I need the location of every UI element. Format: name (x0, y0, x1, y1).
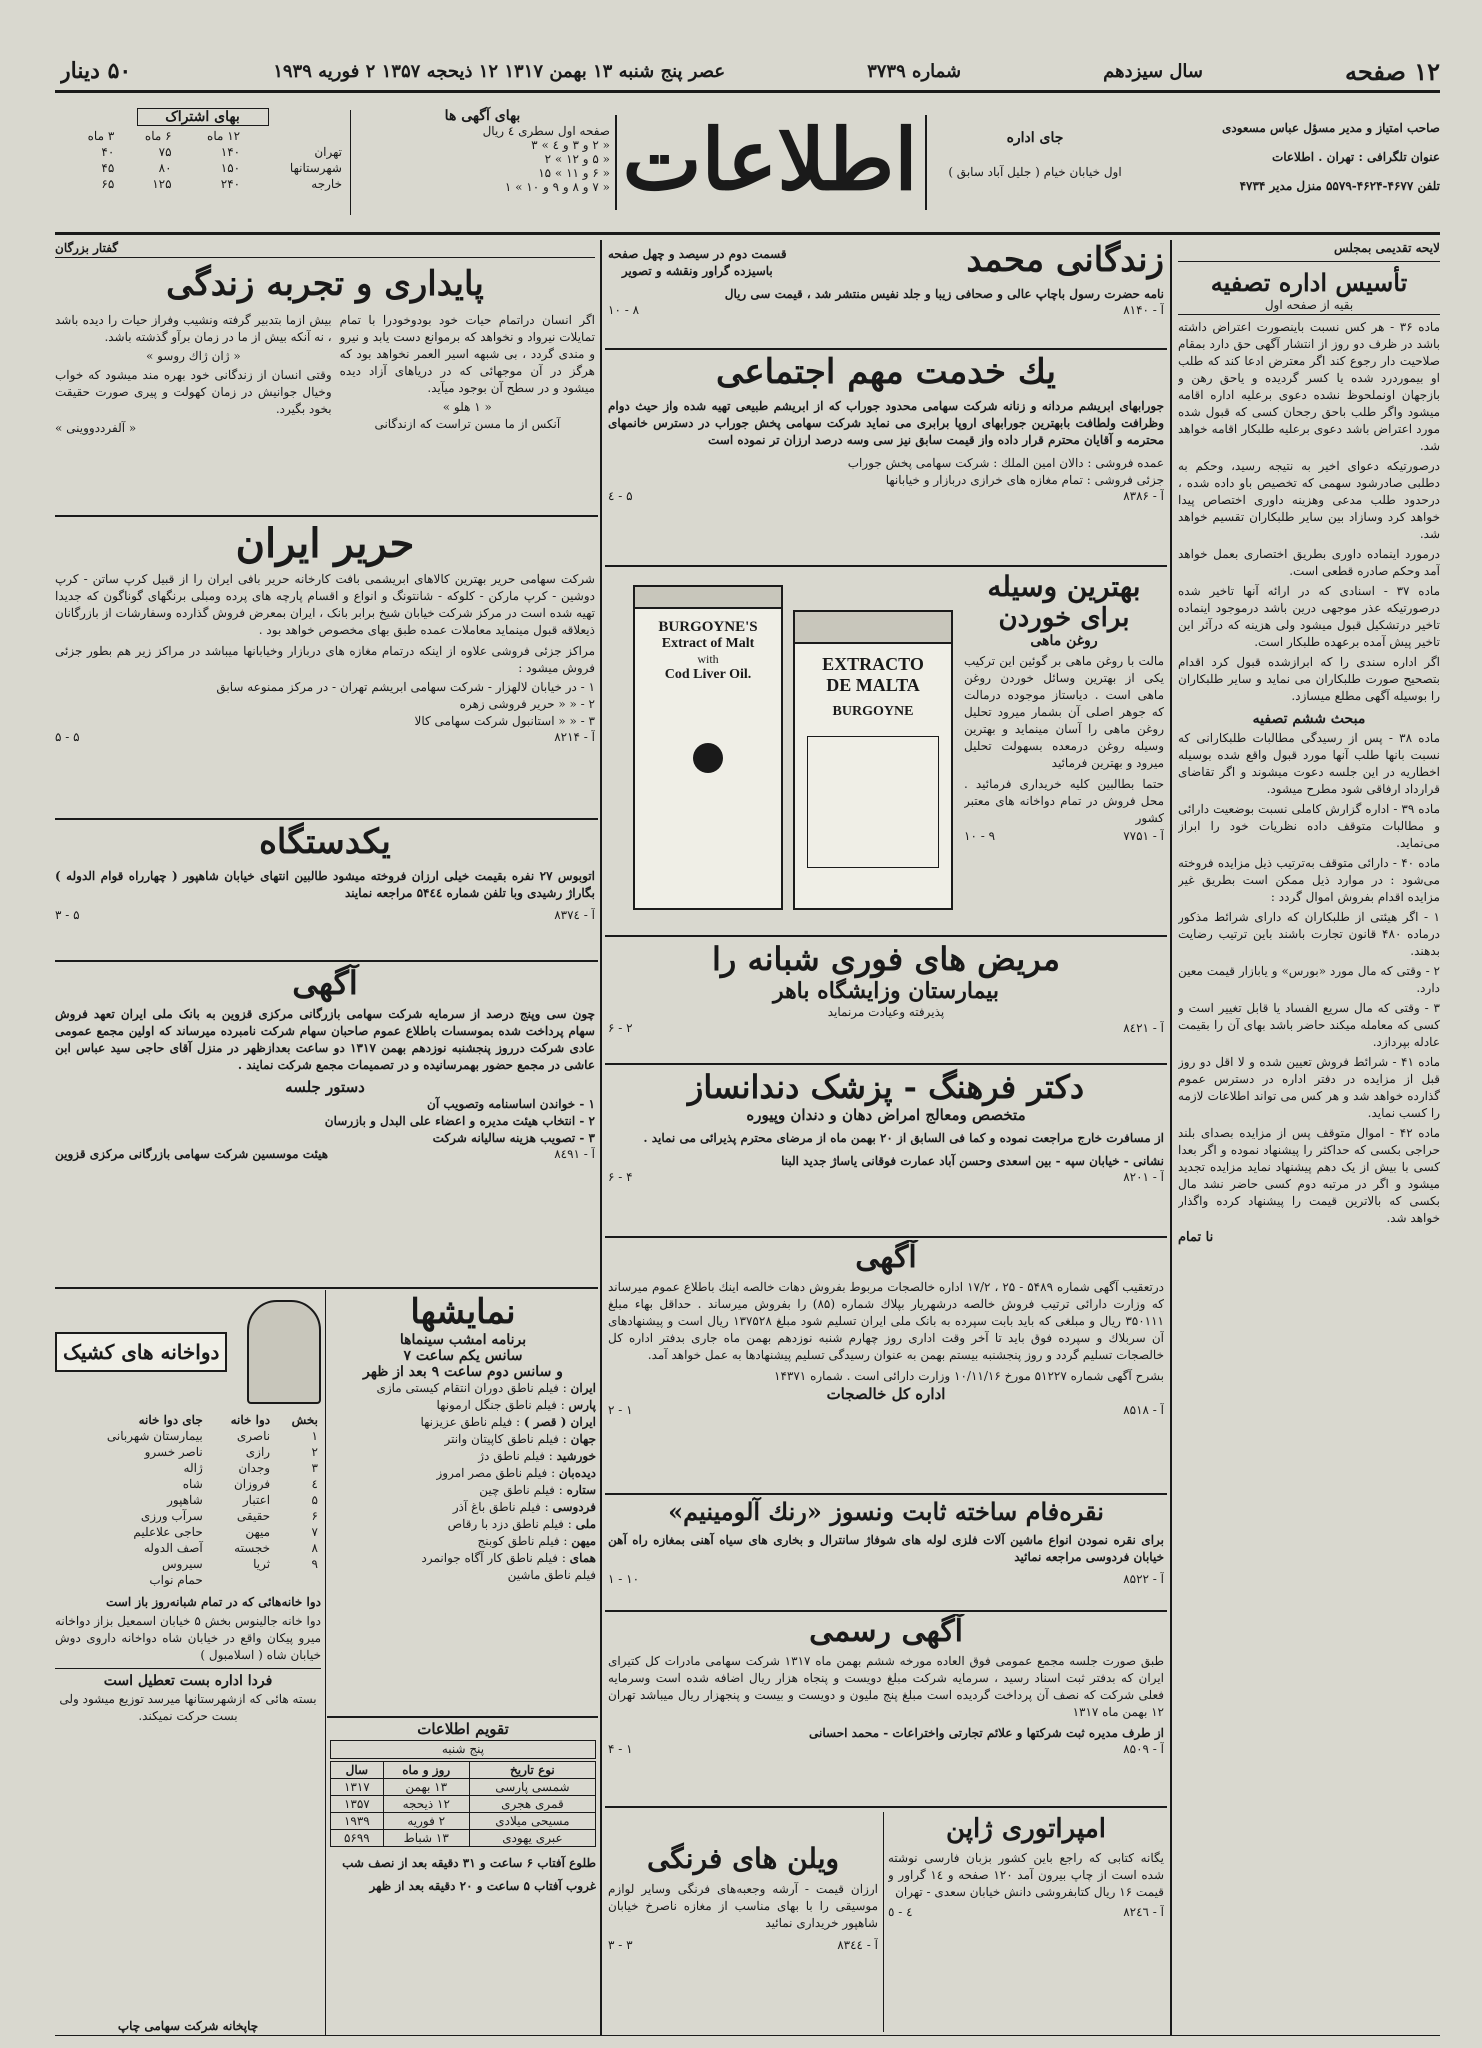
sub-cell: ۴۵ (101, 161, 115, 175)
year-label: سال سیزدهم (1103, 60, 1203, 82)
dentist-title: دکتر فرهنگ - پزشک دندانساز (687, 1068, 1085, 1106)
cinema-row: جهان : فیلم ناطق کاپیتان وانتر (444, 1432, 596, 1446)
cinema-row: خورشید : فیلم ناطق دژ (478, 1449, 596, 1463)
dentist-body: از مسافرت خارج مراجعت نموده و کما فی السابق از ۲۰ بهمن ماه از مرضای محترم پذیرائی می نماید . (643, 1131, 1164, 1145)
owner-line: صاحب امتیاز و مدیر مسؤل عباس مسعودی (1221, 121, 1440, 135)
cinema-row: فردوسی : فیلم ناطق باغ آذر (452, 1500, 596, 1514)
pharmacist-icon (247, 1300, 321, 1404)
social-service-title: یك خدمت مهم اجتماعی (716, 352, 1056, 392)
sub-cell: خارجه (311, 177, 342, 191)
sub-header (243, 128, 345, 144)
ad-ref (608, 303, 1164, 317)
article-paragraph: ۱ - اگر هیئتی از طلبکاران که دارای شرائط مذکور درماده ۴۸۰ قانون تجارت باشند باین ترتیب رضایت بدهند. (1178, 910, 1440, 958)
office-label: جای اداره (1006, 130, 1064, 146)
notice-body: درتعقیب آگهی شماره ۵۴۸۹ - ۲۵ ، ۱۷/۲ اداره خالصجات مربوط بفروش دهات خالصه اینك باطلاع عموم میرساند که وزارت دارائی ترتیب فروش خالصه درشهریار بپلاك شماره (۸۵) را بفروش میرساند . حداقل بهاء مبلغ ۳۵۰۱۱۱ ریال و مبلغی که باید بابت سپرده به بانک ملی ایران تسلیم شود مبلغ ۱۳۷۵۲۸ ریال است و پیشنهادهای آن سربلاك و سپرده فوق باید تا آخر وقت اداری روز چهارم شنبه نوزدهم بهمن ماه جاری بدفتر اداره کل خالصجات تسلیم گردد و روز پنجشنبه بیستم بهمن به عنوان رسیدگی تسلیم پیشنهادها به عمل خواهد آمد. (608, 1280, 1164, 1362)
cinema-subtitle: برنامه امشب سینماها (399, 1332, 527, 1348)
article-paragraph: ماده ۳۸ - پس از رسیدگی مطالبات طلبکارانی که نسبت بانها طلب آنها مورد قبول واقع شده بوسیله اخطاریه در این جلسه دعوت میشوند و اگر تقاضای قرارداد ارفاقی شود مطرح میشود. (1178, 731, 1440, 796)
ref-right: آ - ۸۲٤٦ (1123, 1905, 1164, 1919)
wisdom-title: پایداری و تجربه زندگی (166, 264, 484, 304)
ad-rate-line: « ۷ و ۸ و ۹ و ۱۰ » ۱ (504, 180, 610, 194)
ref-right: آ - ۸٤۹۱ (554, 1147, 595, 1161)
notice-signature: اداره کل خالصجات (826, 1385, 946, 1403)
cinema-name: ستاره (566, 1483, 596, 1497)
official-body: طبق صورت جلسه مجمع عمومی فوق العاده مورخه ششم بهمن ماه ۱۳۱۷ شرکت سهامی مادرات کل کتیرای ایران که بدفتر ثبت اسناد رسید ، سرمایه شرکت مبلغ دویست و پنجاه هزار ریال اضافه شده است وسرمایه فعلی شرکت که نصف آن پرداخت گردیده است مبلغ پنج ملیون و دویست و بیست و پنجهزار ریال میباشد تهران ۱۲ بهمن ماه ۱۳۱۷ (608, 1654, 1164, 1719)
pharmacy-cell: میهن (245, 1525, 271, 1539)
ad-ref (55, 1147, 595, 1161)
cinema-film: فیلم ناطق چین (479, 1483, 555, 1497)
silverware-ad (608, 1497, 1164, 1607)
pharmacy-cell: ۱ (311, 1429, 318, 1443)
calendar-cell: ۲ فوریه (383, 1813, 469, 1830)
bus-title: یکدستگاه (259, 822, 391, 862)
calendar-header: سال (331, 1762, 384, 1779)
pharmacy-table (55, 1412, 321, 1588)
ad-ref (608, 1572, 1164, 1586)
bottle-emblem-icon (693, 743, 723, 773)
malt-subtitle: روغن ماهی (1030, 633, 1098, 649)
cinema-film: فیلم ناطق عزیزنها (420, 1415, 513, 1429)
ad-ref (888, 1905, 1164, 1919)
social-service-body: جورابهای ابریشم مردانه و زنانه شرکت سهامی محدود جوراب که از ابریشم طبیعی تهیه شده واز حیث دوام وظرافت ولطافت بابهترین جورابهای اروپا برابری می نماید شرکت سهامی پخش جوراب در دسترس خانمهای محترمه و آقایان محترم قرار داده واز قیمت سابق نیز سی وسه درصد ارزان تر نموده است (608, 399, 1164, 447)
malt-title: بهترین وسیله (987, 570, 1141, 603)
subscription-title: بهای اشتراک (137, 108, 269, 126)
pharmacy-cell: وجدان (238, 1461, 271, 1475)
malt-body: مالت با روغن ماهی بر گوئین این ترکیب یکی از بهترین وسائل خوردن روغن ماهی است . دیاستاز موجوده درمالت که جوهر اصلی آن بشمار میرود تحلیل روغن ماهی را آسان مینماید و بهترین وسیله روغن درمعده بسهولت تحلیل میرود و بهترین فرمائید (964, 654, 1164, 770)
notice-title: آگهی (855, 1240, 917, 1275)
cinema-listings (330, 1292, 596, 1712)
ad-ref (55, 908, 595, 922)
official-title: آگهی رسمی (809, 1614, 963, 1649)
ad-rate-line: « ۵ و ۱۲ » ۲ (544, 152, 610, 166)
pharmacy-cell: ۲ (311, 1445, 318, 1459)
page-number: ۱۲ صفحه (1344, 56, 1440, 86)
calendar-cell: ۱۳ بهمن (383, 1779, 469, 1796)
ref-left: ۱ - ۴ (608, 1742, 633, 1756)
pharmacy-title: دواخانه های کشیک (55, 1332, 227, 1372)
sub-header: ۱۲ ماه (207, 129, 241, 143)
sub-cell: ۴۰ (101, 145, 115, 159)
wisdom-quote: « آلفرددووینی » (55, 421, 137, 435)
malt-extra: حتما بطالبین کلیه خریداری فرمائید . محل فروش در تمام دواخانه های معتبر کشور (964, 777, 1164, 825)
article-paragraph: اگر اداره سندی را که ابرازشده قبول کرد اقدام بتصحیح صورت طلبکاران می نماید و سایر طلبکاران را بوسیله آگهی مطلع میسازد. (1178, 655, 1440, 703)
pharmacy-header: جای دوا خانه (138, 1413, 203, 1427)
sunset-line: غروب آفتاب ۵ ساعت و ۲۰ دقیقه بعد از ظهر (369, 1879, 596, 1893)
subscription-table (60, 108, 345, 220)
sub-cell: ۶۵ (101, 177, 115, 191)
bus-sale-ad (55, 822, 595, 957)
article-end: نا تمام (1178, 1230, 1214, 1245)
pharmacy-header: دوا خانه (230, 1413, 271, 1427)
hospital-subtitle: بیمارستان وزایشگاه باهر (772, 978, 1000, 1004)
cinema-row: ایران ( قصر ) : فیلم ناطق عزیزنها (420, 1415, 596, 1429)
cinema-film: فیلم ناطق کار آگاه جوانمرد (421, 1551, 558, 1565)
pharmacy-cell: ۳ (311, 1461, 318, 1475)
violin-title: ویلن های فرنگی (646, 1842, 840, 1875)
ref-right: آ - ۸۳٤٤ (837, 1938, 878, 1952)
malt-bottle-tall (633, 585, 783, 910)
date-line: عصر پنج شنبه ۱۳ بهمن ۱۳۱۷ ۱۲ ذیحجه ۱۳۵۷ ۲ فوریه ۱۹۳۹ (273, 60, 726, 82)
ad-ref (964, 829, 1164, 843)
ref-right: آ - ۷۷۵۱ (1123, 829, 1164, 843)
notice-body: چون سی وپنج درصد از سرمایه شرکت سهامی بازرگانی مرکزی قزوین به بانک ملی ایران تعهد فروش سهام پرداخت شده بموسسات باطلاع عموم صاحبان سهام شرکت نامبرده میرساند که اولین مجمع عمومی عادی شرکت درروز پنجشنبه نوزدهم بهمن ۱۳۱۷ دو ساعت بعدازظهر در منزل آقای حاجی سید عباس ابن عاشی در مجمع حضور بهمرسانیده و در تصمیمات مجمع شرکت نمایند . (55, 1007, 595, 1072)
wisdom-aphorism: آنکس از ما مسن تراست که ازندگانی (374, 417, 561, 431)
cinema-row: همای : فیلم ناطق کار آگاه جوانمرد (421, 1551, 596, 1565)
biography-subtitle: قسمت دوم در سیصد و چهل صفحه (608, 247, 787, 261)
wisdom-text: وقتی انسان از زندگانی خود بهره مند میشود که خواب وخیال جوانیش در زمان کهولت و پیری صورت حقیقت بخود بگیرد. (55, 368, 332, 416)
calendar-cell: ۱۹۳۹ (331, 1813, 384, 1830)
calendar-cell: ۱۲ ذیحجه (383, 1796, 469, 1813)
cinema-film: فیلم ناطق جنگل ارمونها (436, 1398, 557, 1412)
ref-right: آ - ۸۲۰۱ (1123, 1170, 1164, 1184)
newspaper-title: اطلاعات (622, 110, 918, 209)
printer-credit: چاپخانه شرکت سهامی چاپ (117, 2019, 259, 2033)
hospital-title: مریض های فوری شبانه را (711, 940, 1061, 978)
notice-title: آگهی (292, 964, 358, 1002)
notice-crown-lands (608, 1240, 1164, 1490)
ad-ref (608, 1938, 878, 1952)
bottle-label: BURGOYNE'S (658, 619, 758, 635)
ad-ref (55, 730, 595, 744)
ad-rate-line: صفحه اول سطری ٤ ریال (482, 124, 610, 138)
article-paragraph: درصورتیکه دعوای اخیر به نتیجه رسید، وحکم به دطلبی صادرشود سهمی که تخصیص باو داده شده ، درحدود طلب مدعی وهزینه داوری اختصاص پیدا خواهد کرد وسازاد بین سایر طلبکاران تقسیم خواهد شد. (1178, 459, 1440, 541)
notice-signature: هیئت موسسین شرکت سهامی بازرگانی مرکزی قزوین (55, 1147, 329, 1161)
pharmacy-cell: آصف الدوله (143, 1541, 203, 1555)
bottle-label: Cod Liver Oil. (664, 667, 752, 682)
pharmacy-cell: حاجی علاعلیم (133, 1525, 203, 1539)
wisdom-quote: « ژان ژاك روسو » (145, 349, 241, 363)
silk-title: حریر ایران (235, 520, 415, 567)
agenda-item: ۱ - خواندن اساسنامه وتصویب آن (427, 1097, 595, 1111)
pharmacy-cell: حمام نواب (149, 1573, 203, 1587)
bottle-label: Extract of Malt (661, 636, 755, 651)
wisdom-label: گفتار بزرگان (55, 240, 595, 258)
office-box (930, 100, 1140, 220)
pharmacy-cell: بیمارستان شهربانی (106, 1429, 203, 1443)
bottle-label: EXTRACTO (822, 654, 924, 674)
cinema-row: ایران : فیلم ناطق دوران انتقام کیستی مازی (376, 1381, 596, 1395)
cinema-name: میهن (571, 1534, 596, 1548)
silverware-title: نقره‌فام ساخته ثابت ونسوز «رنك آلومینیم» (668, 1497, 1104, 1526)
violin-body: ارزان قیمت - آرشه وجعبه‌های فرنگی وسایر لوازم موسیقی را با بهای مناسب از مغازه ناصرخ خیابان شاهپور خریداری نمائید (608, 1882, 878, 1930)
cinema-film: فیلم ناطق مصر امروز (436, 1466, 548, 1480)
office-address: اول خیابان خیام ( جلیل آباد سابق ) (948, 165, 1122, 179)
ref-left: ۵ - ۵ (55, 730, 80, 744)
calendar-box (330, 1720, 596, 2035)
ref-left: ۳ - ۳ (608, 1938, 633, 1952)
calendar-cell: شمسی پارسی (469, 1779, 595, 1796)
cinema-film: فیلم ناطق دزد با رقاص (447, 1517, 564, 1531)
sub-header: ۳ ماه (87, 129, 115, 143)
shareholders-notice (55, 964, 595, 1284)
bus-body: اتوبوس ۲۷ نفره بقیمت خیلی ارزان فروخته میشود طالبین انتهای خیابان شاهپور ( چهارراه قوام الدوله ) بگاراژ رشیدی وبا تلفن شماره ۵۴٤٤ مراجعه نمایند (55, 869, 595, 900)
calendar-table (330, 1761, 596, 1847)
ref-left: ۹ - ۱۰ (964, 829, 996, 843)
silk-branch: ۳ - « « استانبول شرکت سهامی کالا (414, 714, 595, 728)
article-continued: بقیه از صفحه اول (1178, 297, 1440, 315)
pharmacy-cell: ۵ (311, 1493, 318, 1507)
pharmacy-cell: شاهپور (167, 1493, 203, 1507)
calendar-header: نوع تاریخ (469, 1762, 595, 1779)
holiday-body: بسته هائی که ازشهرستانها میرسد توزیع میشود ولی بست حرکت نمیکند. (59, 1692, 317, 1723)
cinema-name: همای (569, 1551, 596, 1565)
agenda-title: دستور جلسه (285, 1078, 365, 1096)
wisdom-text: بیش ازما بتدبیر گرفته ونشیب وفراز حیات را دیده باشد ، نه آنکه بیش از ما در زمان برآو گذشته باشد. (55, 313, 332, 344)
dentist-subtitle: متخصص ومعالج امراض دهان و دندان وپیوره (746, 1106, 1026, 1124)
masthead-dateline (60, 55, 1440, 87)
article-kicker: لایحه تقدیمی بمجلس (1178, 240, 1440, 262)
cinema-film: فیلم ناطق دژ (478, 1449, 545, 1463)
cinema-name: پارس (568, 1398, 596, 1412)
sub-cell: ۲۴۰ (220, 177, 241, 191)
cinema-row: میهن : فیلم ناطق کوبنج (477, 1534, 596, 1548)
bottle-label: with (697, 652, 719, 666)
biography-desc: نامه حضرت رسول باچاپ عالی و صحافی زیبا و جلد نفیس منتشر شد ، قیمت سی ریال (724, 287, 1164, 301)
article-paragraph: ماده ۳۹ - اداره گزارش کاملی نسبت بوضعیت دارائی و مطالبات متوقف داده نظریات خود را ابراز می‌نماید. (1178, 802, 1440, 850)
article-paragraph: درمورد اینماده داوری بطریق اختصاری بعمل خواهد آمد وحکم صادره قطعی است. (1178, 547, 1440, 578)
malt-ad (608, 570, 1164, 930)
cinema-film: فیلم ناطق باغ آذر (452, 1500, 541, 1514)
ad-ref (608, 1403, 1164, 1417)
cinema-name: خورشید (556, 1449, 596, 1463)
ref-right: آ - ۸٤۲۱ (1123, 1021, 1164, 1035)
cinema-title: نمایشها (410, 1292, 516, 1332)
ad-rate-line: « ۶ و ۱۱ » ۱۵ (538, 166, 610, 180)
pharmacy-cell: سیروس (162, 1557, 203, 1571)
pharmacy-cell: ناصری (236, 1429, 271, 1443)
section-title: مبحث ششم تصفیه (1252, 711, 1366, 727)
article-paragraph: ماده ۴۱ - شرائط فروش تعیین شده و لا اقل دو روز قبل از مزایده در دفتر اداره در دسترس عموم گذارده خواهد شد و هر کس می تواند اطلاعات لازمه را کسب نماید. (1178, 1055, 1440, 1120)
pharmacy-cell: ٤ (311, 1477, 318, 1491)
pharmacy-cell: اعتبار (242, 1493, 271, 1507)
telegraph-line: عنوان تلگرافی : تهران . اطلاعات (1271, 150, 1440, 164)
wisdom-article (55, 240, 595, 510)
silk-note: مراکز جزئی فروشی علاوه از اینکه درتمام مغازه های دربازار وخیابانها میباشد در مراکز زیر هم بطور جزئی فروش میشود : (55, 644, 595, 675)
cinema-row: ملی : فیلم ناطق دزد با رقاص (447, 1517, 596, 1531)
calendar-title: تقویم اطلاعات (417, 1720, 509, 1738)
pharmacy-cell: ۹ (311, 1557, 318, 1571)
sub-cell: ۷۵ (158, 145, 172, 159)
cinema-film: فیلم ناطق کاپیتان وانتر (444, 1432, 559, 1446)
japan-title: امپراتوری ژاپن (946, 1814, 1106, 1844)
cinema-name: فردوسی (552, 1500, 596, 1514)
calendar-cell: ۱۳۵۷ (331, 1796, 384, 1813)
ref-right: آ - ۸۱۴۰ (1123, 303, 1164, 317)
article-paragraph: ماده ۴۰ - دارائی متوقف به‌ترتیب ذیل مزایده فروخته می‌شود : در موارد ذیل ممکن است بطریق غیر مزایده اقدام بفروش اموال گردد : (1178, 856, 1440, 904)
violin-ad (608, 1812, 878, 2032)
sub-cell: ۱۲۵ (152, 177, 172, 191)
pharmacy-cell: ناصر خسرو (144, 1445, 203, 1459)
sunrise-line: طلوع آفتاب ۶ ساعت و ۳۱ دقیقه بعد از نصف شب (342, 1856, 596, 1870)
cinema-row: دیده‌بان : فیلم ناطق مصر امروز (436, 1466, 596, 1480)
cinema-film: فیلم ناطق کوبنج (477, 1534, 560, 1548)
malt-title2: برای خوردن (998, 603, 1130, 633)
ref-right: آ - ۸۵۲۲ (1123, 1572, 1164, 1586)
ref-right: آ - ۸۲۱۴ (554, 730, 595, 744)
biography-title: زندگانی محمد (966, 240, 1164, 280)
ad-ref (608, 1170, 1164, 1184)
ref-left: ۸ - ۱۰ (608, 303, 640, 317)
night-pharmacy-title: دوا خانه‌هائی که در تمام شبانه‌روز باز است (106, 1595, 321, 1609)
pharmacy-cell: ثریا (253, 1557, 271, 1571)
official-footer: از طرف مدیره ثبت شرکتها و علائم تجارتی واختراعات - محمد احسانی (808, 1726, 1164, 1740)
calendar-cell: ۱۳ شباط (383, 1830, 469, 1847)
calendar-cell: قمری هجری (469, 1796, 595, 1813)
cinema-name: ایران (570, 1381, 596, 1395)
wisdom-quote: « ۱ هلو » (442, 400, 492, 414)
price-label: ۵۰ دینار (60, 58, 132, 84)
dentist-ad (608, 1068, 1164, 1233)
malt-text (964, 570, 1164, 930)
hospital-note: پذیرفته وعیادت مرنماید (827, 1005, 945, 1019)
sub-cell: ۱۴۰ (220, 145, 241, 159)
malt-bottle-jar (793, 610, 953, 910)
pharmacy-cell: خجسته (234, 1541, 271, 1555)
night-pharmacy-body: دوا خانه جالینوس بخش ۵ خیابان اسمعیل بزاز دواخانه میرو پیکان واقع در خیابان شاه دواخانه داروی دوش خیابان شاه ( اسلامبول ) (55, 1614, 321, 1662)
bottle-label: DE MALTA (826, 675, 920, 695)
japan-body: یگانه کتابی که راجع باین کشور بزبان فارسی نوشته شده است از چاپ بیرون آمد ۱۲۰ صفحه و ۱٤ گراور و قیمت ۱۶ ریال کتابفروشی دانش خیابان سعدی - تهران (888, 1851, 1164, 1899)
bottle-label: BURGOYNE (832, 704, 914, 719)
calendar-cell: ۱۳۱۷ (331, 1779, 384, 1796)
ad-ref (608, 1021, 1164, 1035)
sub-cell: ۸۰ (158, 161, 172, 175)
ad-ref (608, 1742, 1164, 1756)
pharmacy-cell: حقیقی (236, 1509, 271, 1523)
pharmacy-header: بخش (291, 1413, 318, 1427)
silk-branch: ۱ - در خیابان لالهزار - شرکت سهامی ابریشم تهران - در مرکز ممنوعه سابق (216, 680, 595, 694)
calendar-weekday: پنج شنبه (330, 1740, 596, 1759)
cinema-film: فیلم ناطق ماشین (507, 1568, 596, 1582)
ref-left: ۴ - ۶ (608, 1170, 633, 1184)
ref-left: ۱۰ - ۱ (608, 1572, 640, 1586)
hospital-ad (608, 940, 1164, 1060)
social-service-ad (608, 352, 1164, 562)
article-paragraph: ماده ۳۶ - هر کس نسبت باینصورت اعتراض داشته باشد در ظرف دو روز از انتشار آگهی حق دارد بمقام صلاحیت دار رجوع کند اگر معترض ادعا کند که طلب او بیموردرد شده یا کسر گردیده و یاحق رهن و بازجهان اونملحوظ نشده دعوی برعلیه اداره اقامه میشود واگر طلب باحق رجحان کسی که قبول شده مورد اعتراض باشد دعوی برعلیه طلبکار اقامه خواهد شد. (1178, 320, 1440, 453)
article-title: تأسیس اداره تصفیه (1210, 268, 1408, 297)
right-column-article (1178, 240, 1440, 2035)
phone-line: تلفن ۴۶۷۷-۴۶۲۴-۵۵۷۹ منزل مدیر ۴۷۳۴ (1239, 179, 1440, 193)
article-paragraph: ۲ - وقتی که مال مورد «بورس» و یابازار قیمت معین دارد. (1178, 964, 1440, 995)
agenda-item: ۲ - انتخاب هیئت مدیره و اعضاء علی البدل و بازرسان (324, 1114, 595, 1128)
ad-rates-title: بهای آگهی ها (444, 108, 521, 124)
silk-branch: ۲ - « « حریر فروشی زهره (459, 697, 595, 711)
silverware-body: برای نقره نمودن انواع ماشین آلات فلزی لوله های شوفاژ سانترال و بخاری های سیاه آهنی بمغازه راه آهن خیابان فردوسی مراجعه نمائید (608, 1533, 1164, 1564)
agenda-item: ۳ - تصویب هزینه سالیانه شرکت (432, 1131, 595, 1145)
ref-right: آ - ۸۳۷٤ (554, 908, 595, 922)
ref-left: ٤ - ٥ (888, 1905, 913, 1919)
sub-cell: شهرستانها (289, 161, 342, 175)
calendar-cell: ۵۶۹۹ (331, 1830, 384, 1847)
issue-label: شماره ۳۷۳۹ (867, 60, 962, 82)
pharmacy-cell: ۷ (311, 1525, 318, 1539)
retail-line: جزئی فروشی : تمام مغازه های خرازی دربازار و خیابانها (885, 473, 1164, 487)
ref-left: ۱ - ۲ (608, 1403, 633, 1417)
dentist-address: نشانی - خیابان سپه - بین اسعدی وحسن آباد عمارت فوقانی یاساژ جدید البنا (781, 1154, 1164, 1168)
pharmacy-cell: سرآب ورزی (140, 1509, 203, 1523)
ad-ref (608, 489, 1164, 503)
cinema-row: ستاره : فیلم ناطق چین (479, 1483, 596, 1497)
calendar-cell: مسیحی میلادی (469, 1813, 595, 1830)
calendar-header: روز و ماه (383, 1762, 469, 1779)
article-paragraph: ماده ۴۲ - اموال متوقف پس از مزایده بصدای بلند حراجی بکسی که حداکثر را پیشنهاد نموده و اگر بعدا کسی با بیش از یک دهم پیشنهاد نماید مزایده تجدید میشود و اگر در مرتبه دوم کسی حاضر نشد مال بکسی که بالاترین قیمت را پیشنهاد کرده واگذار خواهد شد. (1178, 1126, 1440, 1225)
official-notice (608, 1614, 1164, 1804)
cinema-name: جهان (570, 1432, 596, 1446)
biography-subtitle2: باسیزده گراور ونقشه و تصویر (621, 264, 773, 278)
ref-right: آ - ۸۵۱۸ (1123, 1403, 1164, 1417)
notice-footer: بشرح آگهی شماره ۵۱۲۲۷ مورخ ۱۰/۱۱/۱۶ وزارت دارائی است . شماره ۱۴۳۷۱ (774, 1369, 1164, 1383)
article-paragraph: ۳ - وقتی که مال سریع الفساد یا قابل تغییر است و کسی که معامله میکند حاضر باشد بهای آن را بقیمت عادله بپردازد. (1178, 1001, 1440, 1049)
pharmacy-box (55, 1292, 321, 2035)
silk-body: شرکت سهامی حریر بهترین کالاهای ابریشمی بافت کارخانه حریر بافی ایران را از قبیل کرپ ساتن - کرپ دوشین - کرپ مارکن - کلوکه - شانتونگ و انواع و اقسام پارچه های پرده ومبلی برنگهای گوناگون که جدیدا تهیه شده است در مرکز شرکت خیابان شیخ برابر بانک ، ایران بمعرض فروش گذارده وسفارشات از بازرگانان ذیعلاقه قبول مینماید معاملات عمده طبق بهای مخصوص خواهد بود . (55, 572, 595, 637)
cinema-row: پارس : فیلم ناطق جنگل ارمونها (436, 1398, 596, 1412)
japan-book-ad (888, 1812, 1164, 2032)
calendar-cell: عبری یهودی (469, 1830, 595, 1847)
pharmacy-cell: ۸ (311, 1541, 318, 1555)
cinema-name: ملی (575, 1517, 596, 1531)
cinema-name: دیده‌بان (558, 1466, 596, 1480)
silk-ad (55, 520, 595, 815)
ad-rate-line: « ۲ و ۳ و ٤ » ۳ (531, 138, 610, 152)
pharmacy-cell: رازی (245, 1445, 271, 1459)
ref-left: ۵ - ٤ (608, 489, 633, 503)
cinema-session: سانس یکم ساعت ۷ (403, 1348, 523, 1364)
ref-left: ۲ - ۶ (608, 1021, 633, 1035)
sub-cell: تهران (314, 145, 342, 159)
wisdom-text: اگر انسان دراتمام حیات خود بودوخودرا با تمام تمایلات نیرواد و نخواهد که برموانع دست یابد و نیرو و مندی گردد ، بی شبهه اسیر العمر نخواهد بود که هرگز در آن موجهائی که در دریاهای آزاد دیده میشود و در سطح آن بوجود میآید. (339, 313, 595, 395)
article-paragraph: ماده ۳۷ - اسنادی که در ارائه آنها تاخیر شده درصورتیکه عذر موجهی درین باشد درموجود اینماده تاخیر درتشکیل قبول میشود ولی هزینه که درآثر این تاخیر پیش آمده برعهده طلبکار است. (1178, 584, 1440, 649)
ref-right: آ - ۸۳۸۶ (1123, 489, 1164, 503)
sub-cell: ۱۵۰ (220, 161, 241, 175)
wholesale-line: عمده فروشی : دالان امین الملك : شرکت سهامی پخش جوراب (847, 456, 1164, 470)
pharmacy-cell: ۶ (311, 1509, 318, 1523)
sub-header: ۶ ماه (144, 129, 172, 143)
cinema-name: ایران ( قصر ) (523, 1415, 596, 1429)
holiday-title: فردا اداره بست تعطیل است (103, 1673, 273, 1689)
cinema-film: فیلم ناطق دوران انتقام کیستی مازی (376, 1381, 559, 1395)
pharmacy-cell: فروزان (233, 1477, 271, 1491)
cinema-session: و سانس دوم ساعت ۹ بعد از ظهر (363, 1364, 563, 1380)
ref-right: آ - ۸۵۰۹ (1123, 1742, 1164, 1756)
ad-rates (355, 100, 610, 220)
owner-box (1150, 100, 1440, 220)
ref-left: ۵ - ۳ (55, 908, 80, 922)
pharmacy-cell: ژاله (183, 1461, 203, 1475)
biography-ad (608, 240, 1164, 345)
pharmacy-cell: شاه (182, 1477, 203, 1491)
